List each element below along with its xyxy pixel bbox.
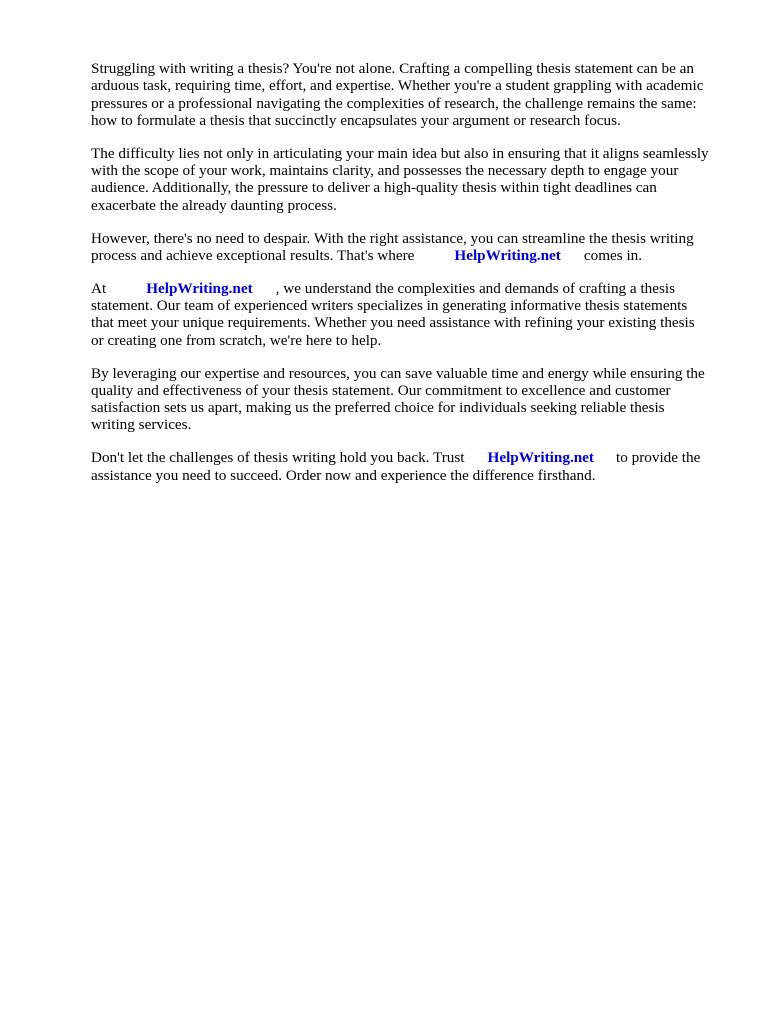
text-line: However, there's no need to despair. With the right assistance, you can streamline the thesis writing	[91, 229, 694, 247]
text-line: how to formulate a thesis that succinctly encapsulates your argument or research focus.	[91, 111, 621, 129]
text-line: that meet your unique requirements. Whether you need assistance with refining your existing thesis	[91, 314, 695, 332]
paragraph-intro	[91, 60, 731, 129]
paragraph-assistance	[91, 230, 731, 265]
paragraph-call-to-action	[91, 449, 731, 484]
text-segment: Don't let the challenges of thesis writing hold you back. Trust	[91, 449, 465, 467]
text-line: quality and effectiveness of your thesis statement. Our commitment to excellence and customer	[91, 381, 671, 399]
text-line	[91, 247, 731, 264]
text-line: pressures or a professional navigating the complexities of research, the challenge remains the same:	[91, 94, 697, 112]
text-line: exacerbate the already daunting process.	[91, 196, 337, 214]
text-line: By leveraging our expertise and resources, you can save valuable time and energy while ensuring the	[91, 364, 705, 382]
helpwriting-link[interactable]: HelpWriting.net	[454, 246, 561, 264]
paragraph-expertise	[91, 365, 731, 434]
paragraph-about	[91, 280, 731, 349]
text-segment: to provide the	[616, 449, 701, 467]
helpwriting-link[interactable]: HelpWriting.net	[487, 449, 594, 467]
text-line: The difficulty lies not only in articulating your main idea but also in ensuring that it aligns seamlessly	[91, 144, 709, 162]
text-line	[91, 449, 731, 466]
text-line: audience. Additionally, the pressure to deliver a high-quality thesis within tight deadlines can	[91, 179, 657, 197]
paragraph-difficulty	[91, 145, 731, 214]
text-line: satisfaction sets us apart, making us the preferred choice for individuals seeking reliable thesis	[91, 399, 665, 417]
text-line: assistance you need to succeed. Order now and experience the difference firsthand.	[91, 466, 596, 484]
text-line: or creating one from scratch, we're here to help.	[91, 331, 382, 349]
text-segment: , we understand the complexities and demands of crafting a thesis	[275, 279, 676, 297]
text-segment: At	[91, 279, 107, 297]
text-line: Struggling with writing a thesis? You're not alone. Crafting a compelling thesis statement can be an	[91, 60, 694, 77]
text-line: with the scope of your work, maintains clarity, and possesses the necessary depth to engage your	[91, 162, 679, 180]
text-line: statement. Our team of experienced writers specializes in generating informative thesis statements	[91, 297, 688, 315]
text-line	[91, 280, 731, 297]
text-segment: comes in.	[583, 246, 643, 264]
helpwriting-link[interactable]: HelpWriting.net	[146, 279, 253, 297]
document-body	[91, 60, 731, 500]
text-segment: process and achieve exceptional results. That's where	[91, 246, 415, 264]
text-line: writing services.	[91, 416, 192, 434]
text-line: arduous task, requiring time, effort, and expertise. Whether you're a student grappling with academic	[91, 77, 704, 95]
